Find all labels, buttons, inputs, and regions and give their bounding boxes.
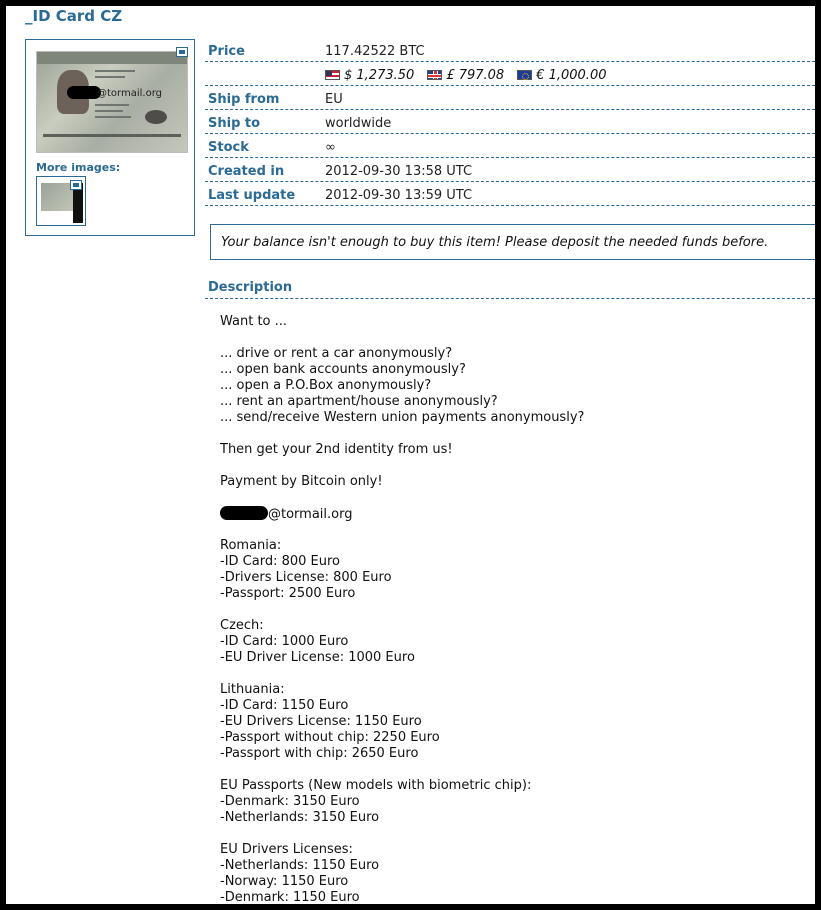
description-heading: Description — [208, 280, 293, 295]
description-line: Romania: — [220, 538, 282, 553]
description-line: ... send/receive Western union payments anonymously? — [220, 410, 585, 425]
created-value: 2012-09-30 13:58 UTC — [325, 164, 473, 179]
description-line — [220, 458, 810, 474]
description-line: -EU Driver License: 1000 Euro — [220, 650, 415, 665]
description-line: EU Passports (New models with biometric chip): — [220, 778, 532, 793]
balance-notice — [210, 224, 815, 260]
ship-to-value: worldwide — [325, 116, 392, 131]
card-mrz-line — [43, 134, 181, 137]
ship-from-label: Ship from — [208, 92, 280, 107]
description-line — [220, 602, 810, 618]
listing-frame — [6, 6, 815, 904]
description-line — [220, 666, 810, 682]
uk-flag-icon — [427, 70, 442, 80]
spec-row-ship-from — [205, 87, 815, 110]
spec-row-stock — [205, 135, 815, 158]
more-images-label: More images: — [36, 161, 121, 174]
description-line: -ID Card: 1150 Euro — [220, 698, 349, 713]
price-gbp — [427, 68, 504, 83]
ship-from-value: EU — [325, 92, 343, 107]
description-line: Payment by Bitcoin only! — [220, 474, 383, 489]
description-line: ... rent an apartment/house anonymously? — [220, 394, 498, 409]
description-line: -Netherlands: 1150 Euro — [220, 858, 380, 873]
card-header-stripe — [37, 52, 187, 64]
description-line: -Netherlands: 3150 Euro — [220, 810, 380, 825]
description-header — [205, 277, 815, 299]
price-gbp-text: £ 797.08 — [446, 68, 505, 83]
description-line — [220, 762, 810, 778]
last-update-value: 2012-09-30 13:59 UTC — [325, 188, 473, 203]
description-line: -Denmark: 3150 Euro — [220, 794, 360, 809]
description-body — [220, 314, 810, 904]
zoom-icon[interactable] — [176, 47, 188, 57]
page-title[interactable]: _ID Card CZ — [25, 7, 123, 25]
description-line: -Denmark: 1150 Euro — [220, 890, 360, 904]
spec-row-updated — [205, 183, 815, 206]
description-line: -EU Drivers License: 1150 Euro — [220, 714, 422, 729]
balance-notice-text: Your balance isn't enough to buy this item! Please deposit the needed funds before. — [221, 235, 769, 250]
main-product-image[interactable] — [36, 51, 188, 153]
spec-row-ship-to — [205, 111, 815, 134]
description-line: Then get your 2nd identity from us! — [220, 442, 453, 457]
description-email-line — [220, 506, 810, 522]
thumbnail-image[interactable] — [36, 176, 86, 226]
created-label: Created in — [208, 164, 285, 179]
description-line: -Passport: 2500 Euro — [220, 586, 356, 601]
price-value: 117.42522 BTC — [325, 44, 425, 59]
description-line: -Passport without chip: 2250 Euro — [220, 730, 440, 745]
price-eur — [517, 68, 606, 83]
spec-row-created — [205, 159, 815, 182]
description-line: ... open bank accounts anonymously? — [220, 362, 466, 377]
description-line — [220, 490, 810, 506]
description-line: -Passport with chip: 2650 Euro — [220, 746, 419, 761]
spec-table — [205, 39, 815, 207]
description-line: EU Drivers Licenses: — [220, 842, 353, 857]
description-line: -ID Card: 800 Euro — [220, 554, 341, 569]
description-line: -Norway: 1150 Euro — [220, 874, 349, 889]
description-email-text: @tormail.org — [268, 507, 353, 522]
description-line: Want to ... — [220, 314, 288, 329]
stock-label: Stock — [208, 140, 249, 155]
description-line — [220, 522, 810, 538]
us-flag-icon — [325, 70, 340, 80]
image-gallery — [25, 39, 195, 236]
redaction-mark — [220, 506, 268, 520]
converted-prices — [325, 68, 619, 83]
image-email-text: @tormail.org — [97, 88, 162, 99]
description-line: ... open a P.O.Box anonymously? — [220, 378, 432, 393]
stock-value: ∞ — [325, 140, 336, 155]
eu-flag-icon — [517, 70, 532, 80]
spec-row-price — [205, 39, 815, 62]
price-usd-text: $ 1,273.50 — [344, 68, 415, 83]
last-update-label: Last update — [208, 188, 296, 203]
description-line — [220, 330, 810, 346]
card-signature — [145, 110, 167, 124]
price-eur-text: € 1,000.00 — [536, 68, 607, 83]
description-line: -Drivers License: 800 Euro — [220, 570, 392, 585]
redaction-mark — [67, 86, 101, 99]
description-line: -ID Card: 1000 Euro — [220, 634, 349, 649]
description-line — [220, 426, 810, 442]
ship-to-label: Ship to — [208, 116, 261, 131]
thumbnail-zoom-icon[interactable] — [70, 180, 82, 190]
price-usd — [325, 68, 414, 83]
description-line: Czech: — [220, 618, 264, 633]
description-line: Lithuania: — [220, 682, 285, 697]
description-line: ... drive or rent a car anonymously? — [220, 346, 453, 361]
description-line — [220, 826, 810, 842]
price-label: Price — [208, 44, 245, 59]
spec-row-converted-prices — [205, 63, 815, 86]
